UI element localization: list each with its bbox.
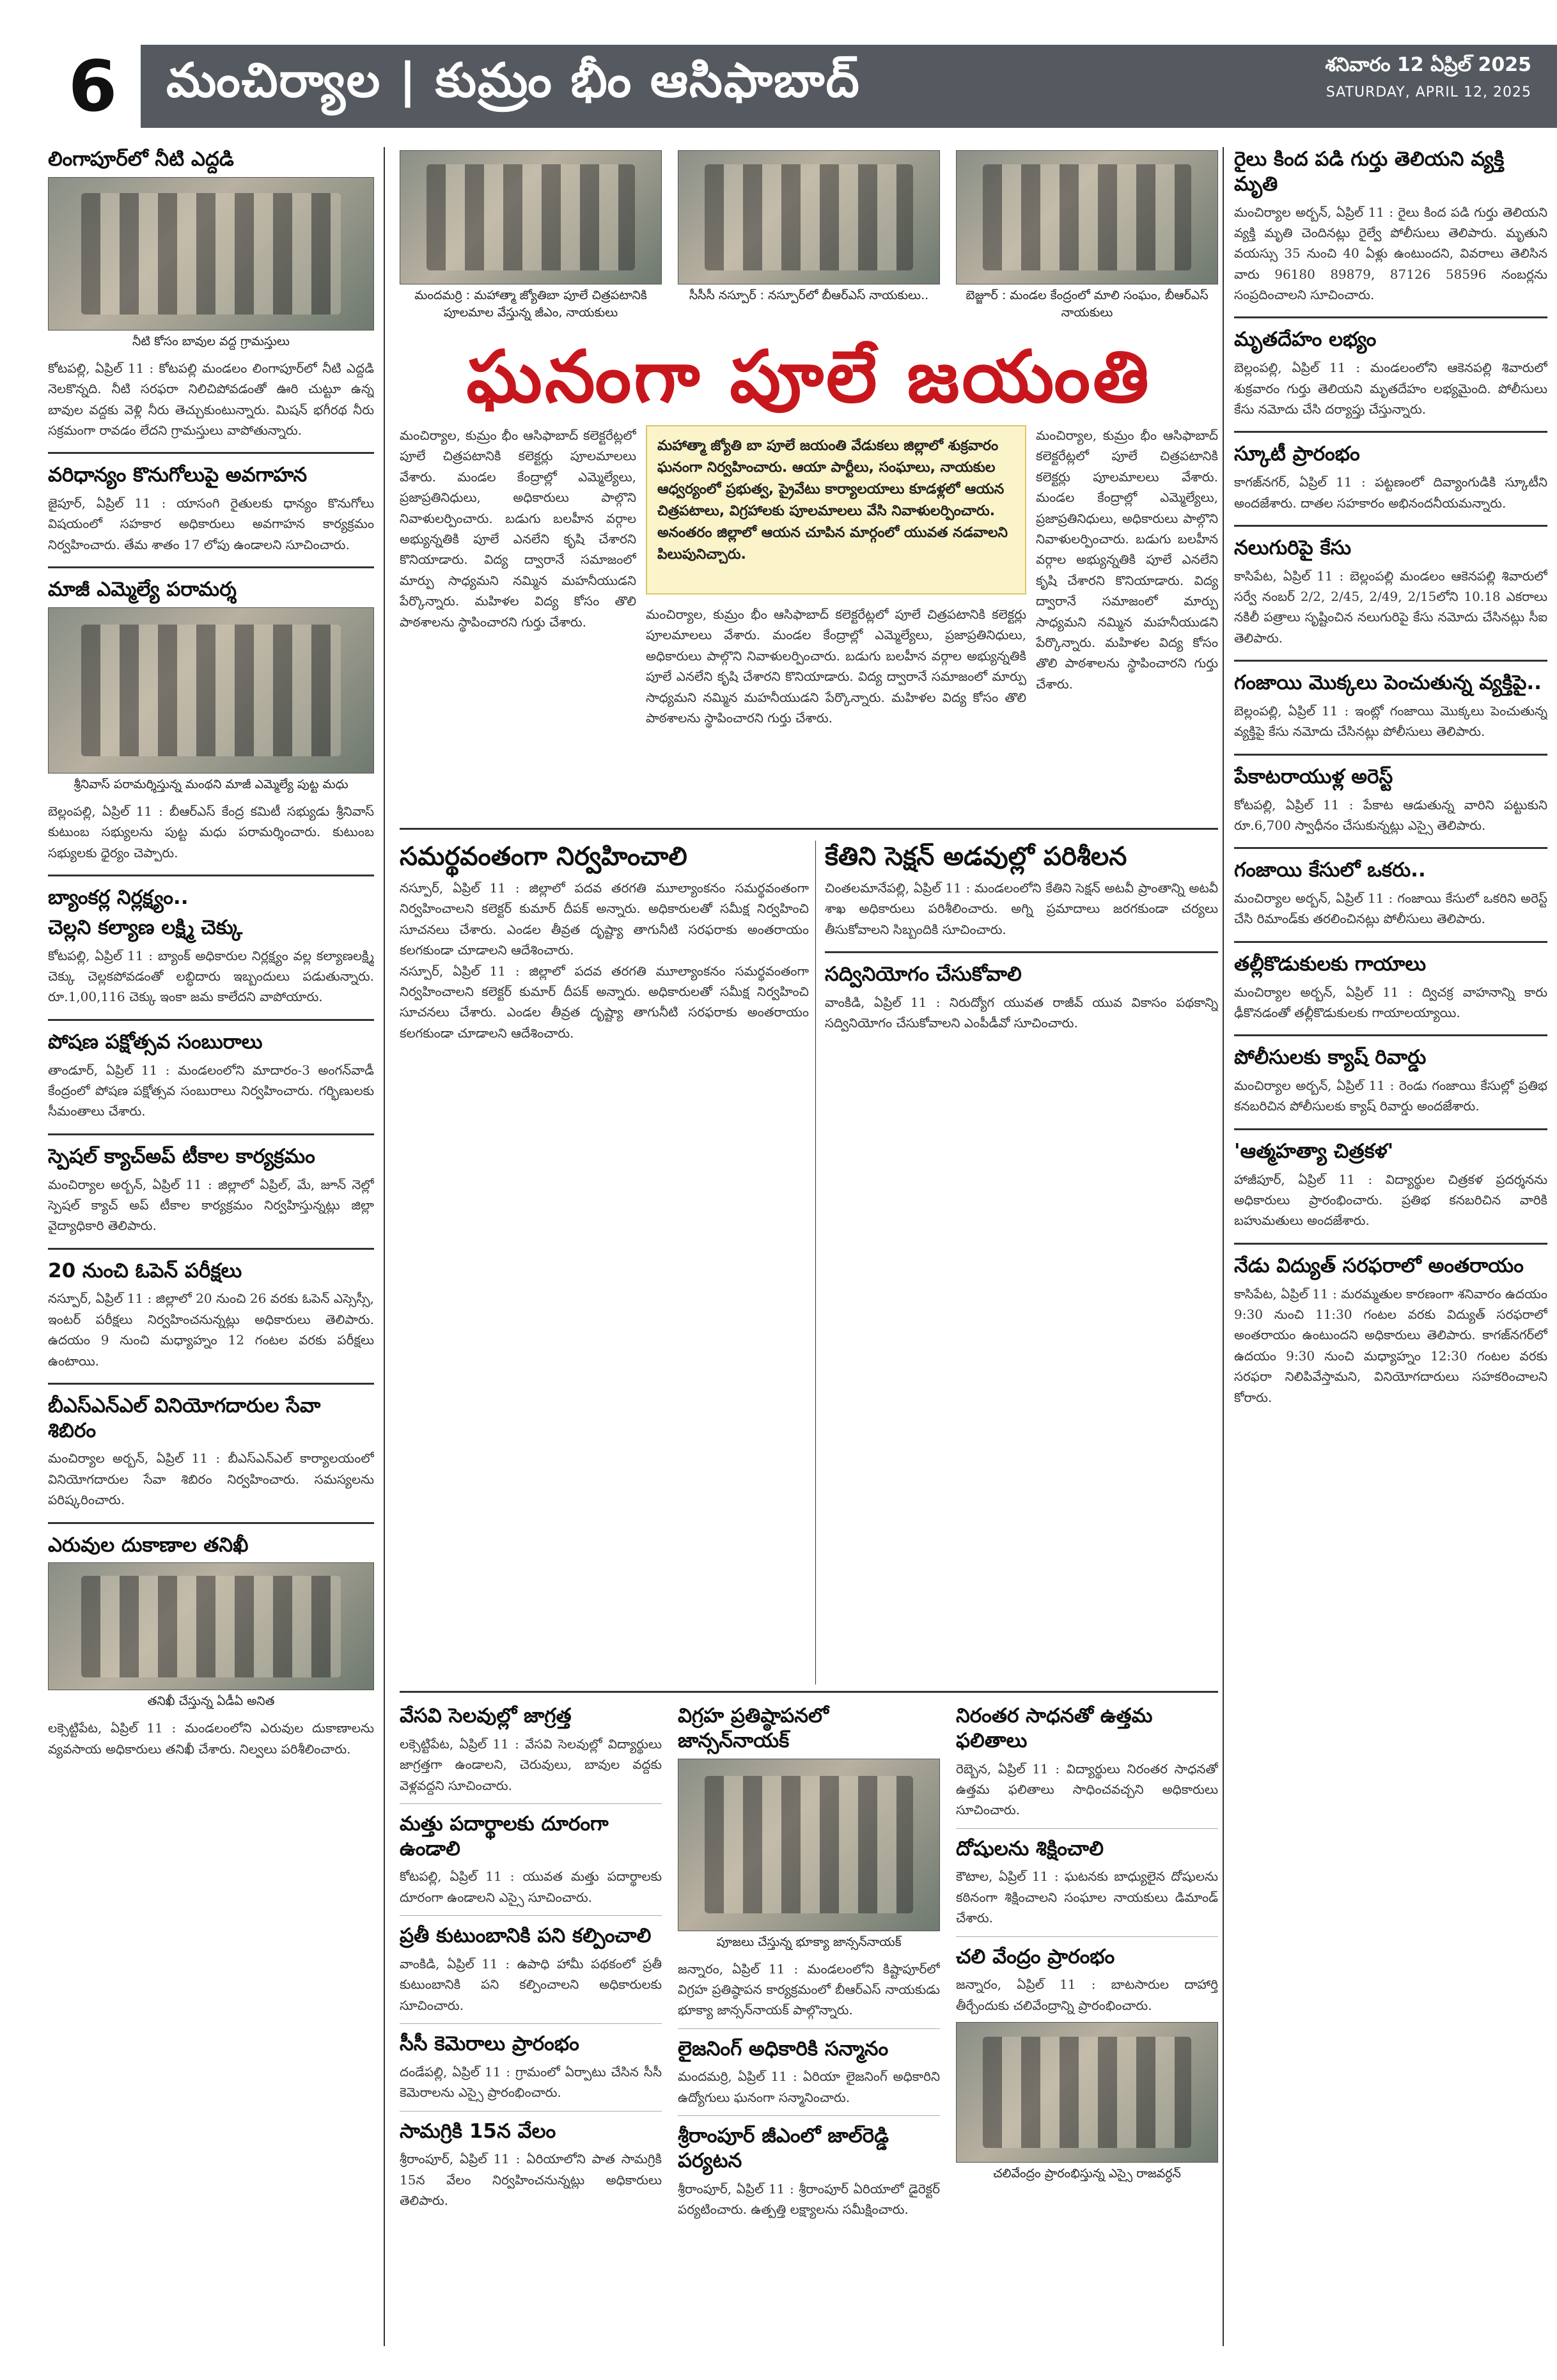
story-heading: వేసవి సెలవుల్లో జాగ్రత్త <box>400 1704 572 1727</box>
lead-headline: ఘనంగా పూలే జయంతి <box>466 336 1152 419</box>
news-photo <box>956 150 1218 284</box>
story-body: శ్రీరాంపూర్, ఏప్రిల్ 11 : ఏరియాలోని పాత సామగ్రికి 15న వేలం నిర్వహించనున్నట్లు అధికారులు తెలిపారు. <box>400 2151 662 2209</box>
story-heading: 'ఆత్మహత్యా చిత్రకళ' <box>1234 1139 1394 1163</box>
right-column <box>1234 147 1547 2346</box>
story-body: మంచిర్యాల అర్బన్, ఏప్రిల్ 11 : రైలు కింద పడి గుర్తు తెలియని వ్యక్తి మృతి చెందినట్లు రైల్వే పోలీసులు తెలిపారు. మృతుని వయస్సు 35 నుంచి 40 ఏళ్లు ఉంటుందని, వివరాలు తెలిసిన వారు 96180 89879, 87126 58596 నంబర్లను సంప్రదించాలని సూచించారు. <box>1234 204 1547 303</box>
story-heading: సద్వినియోగం చేసుకోవాలి <box>825 963 1022 986</box>
left-column <box>48 147 374 2346</box>
story-heading: పోలీసులకు క్యాష్ రివార్డు <box>1234 1046 1427 1069</box>
story-subheading: చెల్లని కల్యాణ లక్ష్మి చెక్కు <box>48 915 243 939</box>
story-body: కాసిపేట, ఏప్రిల్ 11 : మరమ్మతుల కారణంగా శనివారం ఉదయం 9:30 నుంచి 11:30 గంటల వరకు విద్యుత్ సరఫరాలో అంతరాయం ఉంటుందని అధికారులు తెలిపారు. కాగజ్‌నగర్‌లో ఉదయం 9:30 నుంచి మధ్యాహ్నం 12:30 గంటల వరకు సరఫరా నిలిపివేస్తామని, వినియోగదారులు సహకరించాలని కోరారు. <box>1234 1286 1547 1405</box>
story-heading: ప్రతీ కుటుంబానికి పని కల్పించాలి <box>400 1924 652 1948</box>
story-body: మంచిర్యాల అర్బన్, ఏప్రిల్ 11 : ద్విచక్ర వాహనాన్ని కారు ఢీకొనడంతో తల్లీకొడుకులకు గాయాలయ్యాయి. <box>1234 984 1547 1020</box>
story-heading: వరిధాన్యం కొనుగోలుపై అవగాహన <box>48 463 308 487</box>
news-photo <box>48 1562 374 1690</box>
story-body: రెబ్బెన, ఏప్రిల్ 11 : విద్యార్థులు నిరంతర సాధనతో ఉత్తమ ఫలితాలు సాధించవచ్చని అధికారులు సూచించారు. <box>956 1761 1218 1818</box>
story-body: జైపూర్, ఏప్రిల్ 11 : యాసంగి రైతులకు ధాన్యం కొనుగోలు విషయంలో సహకార అధికారులు అవగాహన కార్యక్రమం నిర్వహించారు. తేమ శాతం 17 లోపు ఉండాలని సూచించారు. <box>48 495 374 552</box>
story-heading: చలి వేంద్రం ప్రారంభం <box>956 1945 1115 1968</box>
story-heading: లింగాపూర్‌లో నీటి ఎద్దడి <box>48 148 234 171</box>
photo-strip <box>400 150 1218 336</box>
story-heading: కేతిని సెక్షన్ అడవుల్లో పరిశీలన <box>825 842 1127 871</box>
story-heading: నలుగురిపై కేసు <box>1234 536 1352 559</box>
story-heading: మత్తు పదార్థాలకు దూరంగా ఉండాలి <box>400 1812 609 1860</box>
column-divider <box>1223 147 1224 2346</box>
story-heading: మాజీ ఎమ్మెల్యే పరామర్శ <box>48 578 237 602</box>
story-body: చింతలమానేపల్లి, ఏప్రిల్ 11 : మండలంలోని కేతిని సెక్షన్ అటవీ ప్రాంతాన్ని అటవీ శాఖ అధికారులు పరిశీలించారు. అగ్ని ప్రమాదాలు జరగకుండా చర్యలు తీసుకోవాలని సిబ్బందికి సూచించారు. <box>825 880 1218 937</box>
story-heading: స్పెషల్ క్యాచ్‌అప్ టీకాల కార్యక్రమం <box>48 1144 315 1168</box>
story-body: నస్పూర్, ఏప్రిల్ 11 : జిల్లాలో 20 నుంచి 26 వరకు ఓపెన్ ఎస్సెస్సీ, ఇంటర్ పరీక్షలు నిర్వహించనున్నట్లు అధికారులు తెలిపారు. ఉదయం 9 నుంచి మధ్యాహ్నం 12 గంటల వరకు పరీక్షలు ఉంటాయి. <box>48 1291 374 1369</box>
story-body: బెల్లంపల్లి, ఏప్రిల్ 11 : ఇంట్లో గంజాయి మొక్కలు పెంచుతున్న వ్యక్తిపై కేసు నమోదు చేసినట్లు పోలీసులు తెలిపారు. <box>1234 703 1547 740</box>
photo-caption: పూజలు చేస్తున్న భూక్యా జాన్సన్‌నాయక్ <box>716 1934 902 1949</box>
story-body: హాజీపూర్, ఏప్రిల్ 11 : విద్యార్థుల చిత్రకళ ప్రదర్శనను అధికారులు ప్రారంభించారు. ప్రతిభ కనబరిచిన వారికి బహుమతులు అందజేశారు. <box>1234 1171 1547 1229</box>
news-photo <box>678 1759 940 1931</box>
story-heading: నిరంతర సాధనతో ఉత్తమ ఫలితాలు <box>956 1704 1153 1752</box>
section-rule <box>400 1691 1218 1693</box>
story-body: కాగజ్‌నగర్, ఏప్రిల్ 11 : పట్టణంలో దివ్యాంగుడికి స్కూటీని అందజేశారు. దాతల సహకారం అభినందనీయమన్నారు. <box>1234 474 1547 511</box>
section-rule <box>400 828 1218 830</box>
story-body: తాండూర్, ఏప్రిల్ 11 : మండలంలోని మాదారం-3 అంగన్‌వాడీ కేంద్రంలో పోషణ పక్షోత్సవ సంబురాలు నిర్వహించారు. గర్భిణులకు సీమంతాలు చేశారు. <box>48 1062 374 1119</box>
photo-caption: శ్రీనివాస్ పరామర్శిస్తున్న మంథని మాజీ ఎమ్మెల్యే పుట్ట మధు <box>74 777 348 791</box>
story-heading: సమర్థవంతంగా నిర్వహించాలి <box>400 842 687 871</box>
story-heading: బ్యాంకర్ల నిర్లక్ష్యం.. <box>48 886 189 910</box>
lead-story-left <box>400 425 636 821</box>
story-heading: స్కూటీ ప్రారంభం <box>1234 442 1360 466</box>
center-bottom-col2 <box>678 1704 940 2346</box>
center-bottom-col1 <box>400 1704 662 2346</box>
photo-caption: చలివేంద్రం ప్రారంభిస్తున్న ఎస్సై రాజవర్ధన్ <box>993 2166 1181 2181</box>
story-body: లక్సెట్టిపేట, ఏప్రిల్ 11 : మండలంలోని ఎరువుల దుకాణాలను వ్యవసాయ అధికారులు తనిఖీ చేశారు. నిల్వలు పరిశీలించారు. <box>48 1720 374 1757</box>
photo-caption: బెజ్జూర్ : మండల కేంద్రంలో మాలి సంఘం, బీఆర్ఎస్ నాయకులు <box>966 288 1209 320</box>
story-body: బెల్లంపల్లి, ఏప్రిల్ 11 : బీఆర్ఎస్ కేంద్ర కమిటీ సభ్యుడు శ్రీనివాస్ కుటుంబ సభ్యులను పుట్ట మధు పరామర్శించారు. కుటుంబ సభ్యులకు ధైర్యం చెప్పారు. <box>48 803 374 860</box>
story-body: మంచిర్యాల అర్బన్, ఏప్రిల్ 11 : గంజాయి కేసులో ఒకరిని అరెస్ట్ చేసి రిమాండ్‌కు తరలించినట్లు పోలీసులు తెలిపారు. <box>1234 891 1547 927</box>
news-photo <box>956 2022 1218 2163</box>
story-body: మంచిర్యాల, కుమ్రం భీం ఆసిఫాబాద్ కలెక్టరేట్లలో పూలే చిత్రపటానికి కలెక్టర్లు పూలమాలలు వేశారు. మండల కేంద్రాల్లో ఎమ్మెల్యేలు, ప్రజాప్రతినిధులు, అధికారులు పాల్గొని నివాళులర్పించారు. బడుగు బలహీన వర్గాల అభ్యున్నతికి పూలే ఎనలేని కృషి చేశారని కొనియాడారు. విద్య ద్వారానే సమాజంలో మార్పు సాధ్యమని నమ్మిన మహనీయుడని పేర్కొన్నారు. మహిళల విద్య కోసం తొలి పాఠశాలను స్థాపించారని గుర్తు చేశారు. <box>400 428 636 630</box>
photo-caption: నీటి కోసం బావుల వద్ద గ్రామస్తులు <box>132 334 290 348</box>
column-divider <box>384 147 385 2346</box>
lead-story-mid <box>646 604 1026 821</box>
center-mid-left <box>400 841 809 1684</box>
story-body: మంచిర్యాల అర్బన్, ఏప్రిల్ 11 : జిల్లాలో ఏప్రిల్, మే, జూన్ నెల్లో స్పెషల్ క్యాచ్ అప్ టీకాల కార్యక్రమం నిర్వహిస్తున్నట్లు జిల్లా వైద్యాధికారి తెలిపారు. <box>48 1176 374 1234</box>
story-heading: లైజనింగ్ అధికారికి సన్మానం <box>678 2037 889 2060</box>
story-body: కౌటాల, ఏప్రిల్ 11 : ఘటనకు బాధ్యులైన దోషులను కఠినంగా శిక్షించాలని సంఘాల నాయకులు డిమాండ్ చేశారు. <box>956 1869 1218 1926</box>
story-heading: సామగ్రికి 15న వేలం <box>400 2119 556 2143</box>
story-heading: ఎరువుల దుకాణాల తనిఖీ <box>48 1533 249 1557</box>
story-body: మంచిర్యాల, కుమ్రం భీం ఆసిఫాబాద్ కలెక్టరేట్లలో పూలే చిత్రపటానికి కలెక్టర్లు పూలమాలలు వేశారు. మండల కేంద్రాల్లో ఎమ్మెల్యేలు, ప్రజాప్రతినిధులు, అధికారులు పాల్గొని నివాళులర్పించారు. బడుగు బలహీన వర్గాల అభ్యున్నతికి పూలే ఎనలేని కృషి చేశారని కొనియాడారు. విద్య ద్వారానే సమాజంలో మార్పు సాధ్యమని నమ్మిన మహనీయుడని పేర్కొన్నారు. మహిళల విద్య కోసం తొలి పాఠశాలను స్థాపించారని గుర్తు చేశారు. <box>1036 428 1218 692</box>
story-body: మంచిర్యాల అర్బన్, ఏప్రిల్ 11 : రెండు గంజాయి కేసుల్లో ప్రతిభ కనబరిచిన పోలీసులకు క్యాష్ రివార్డు అందజేశారు. <box>1234 1078 1547 1114</box>
story-body: వాంకిడి, ఏప్రిల్ 11 : ఉపాధి హామీ పథకంలో ప్రతీ కుటుంబానికి పని కల్పించాలని అధికారులకు సూచించారు. <box>400 1956 662 2013</box>
lead-story-right <box>1036 425 1218 821</box>
story-heading: పోషణ పక్షోత్సవ సంబురాలు <box>48 1030 263 1054</box>
story-body: జన్నారం, ఏప్రిల్ 11 : మండలంలోని కిష్టాపూర్‌లో విగ్రహ ప్రతిష్ఠాపన కార్యక్రమంలో బీఆర్ఎస్ నాయకుడు భూక్యా జాన్సన్‌నాయక్ పాల్గొన్నారు. <box>678 1961 940 2018</box>
story-heading: శ్రీరాంపూర్ జీఎంలో జాల్‌రెడ్డి పర్యటన <box>678 2124 889 2172</box>
story-body: జన్నారం, ఏప్రిల్ 11 : బాటసారుల దాహార్తి తీర్చేందుకు చలివేంద్రాన్ని ప్రారంభించారు. <box>956 1977 1218 2013</box>
news-photo <box>400 150 662 284</box>
story-heading: గంజాయి మొక్కలు పెంచుతున్న వ్యక్తిపై.. <box>1234 671 1542 695</box>
lead-summary-box: మహాత్మా జ్యోతి బా పూలే జయంతి వేడుకలు జిల్లాలో శుక్రవారం ఘనంగా నిర్వహించారు. ఆయా పార్టీలు, సంఘాలు, నాయకుల ఆధ్వర్యంలో ప్రభుత్వ, ప్రైవేటు కార్యాలయాలు కూడళ్లలో ఆయన చిత్రపటాలు, విగ్రహాలకు పూలమాలలు వేసి నివాళులర్పించారు. అనంతరం జిల్లాలో ఆయన చూపిన మార్గంలో యువత నడవాలని పిలుపునిచ్చారు. <box>646 425 1026 595</box>
photo-caption: సీసీసీ నస్పూర్ : నస్పూర్‌లో బీఆర్ఎస్ నాయకులు.. <box>689 288 929 302</box>
section-title: మంచిర్యాల | కుమ్రం భీం ఆసిఫాబాద్ <box>166 53 861 108</box>
story-heading: విగ్రహ ప్రతిష్ఠాపనలో జాన్సన్‌నాయక్ <box>678 1704 829 1752</box>
story-body: కాసిపేట, ఏప్రిల్ 11 : బెల్లంపల్లి మండలం ఆకెనపల్లి శివారులో సర్వే నంబర్ 2/2, 2/45, 2/49, 2/15లోని 10.18 ఎకరాలు నకిలీ పత్రాలు సృష్టించిన నలుగురిపై కేసు నమోదు చేసినట్లు సీఐ తెలిపారు. <box>1234 568 1547 646</box>
date-english: SATURDAY, APRIL 12, 2025 <box>1326 84 1531 100</box>
story-body: కోటపల్లి, ఏప్రిల్ 11 : పేకాట ఆడుతున్న వారిని పట్టుకుని రూ.6,700 స్వాధీనం చేసుకున్నట్లు ఎస్సై తెలిపారు. <box>1234 797 1547 833</box>
story-heading: తల్లీకొడుకులకు గాయాలు <box>1234 952 1427 976</box>
story-body: శ్రీరాంపూర్, ఏప్రిల్ 11 : శ్రీరాంపూర్ ఏరియాలో డైరెక్టర్ పర్యటించారు. ఉత్పత్తి లక్ష్యాలను సమీక్షించారు. <box>678 2181 940 2218</box>
story-body: దండేపల్లి, ఏప్రిల్ 11 : గ్రామంలో ఏర్పాటు చేసిన సీసీ కెమెరాలను ఎస్సై ప్రారంభించారు. <box>400 2064 662 2101</box>
story-body: కోటపల్లి, ఏప్రిల్ 11 : బ్యాంక్ అధికారుల నిర్లక్ష్యం వల్ల కల్యాణలక్ష్మి చెక్కు చెల్లకపోవడంతో లబ్ధిదారు ఇబ్బందులు పడుతున్నారు. రూ.1,00,116 చెక్కు ఇంకా జమ కాలేదని వాపోయారు. <box>48 947 374 1005</box>
news-photo <box>48 177 374 331</box>
story-heading: దోషులను శిక్షించాలి <box>956 1837 1104 1860</box>
edition-date <box>1325 54 1531 100</box>
story-body: కోటపల్లి, ఏప్రిల్ 11 : కోటపల్లి మండలం లింగాపూర్‌లో నీటి ఎద్దడి నెలకొన్నది. నీటి సరఫరా నిలిచిపోవడంతో ఊరి చుట్టూ ఉన్న బావుల వద్దకు వెళ్లి నీరు తెచ్చుకుంటున్నారు. మిషన్ భగీరథ నీరు సక్రమంగా రావడం లేదని గ్రామస్తులు వాపోతున్నారు. <box>48 360 374 438</box>
story-body: మందమర్రి, ఏప్రిల్ 11 : ఏరియా లైజనింగ్ అధికారిని ఉద్యోగులు ఘనంగా సన్మానించారు. <box>678 2069 940 2105</box>
column-divider <box>815 841 816 1684</box>
story-body: నస్పూర్, ఏప్రిల్ 11 : జిల్లాలో పదవ తరగతి మూల్యాంకనం సమర్థవంతంగా నిర్వహించాలని కలెక్టర్ కుమార్ దీపక్ అన్నారు. అధికారులతో సమీక్ష నిర్వహించి సూచనలు చేశారు. ఎండల తీవ్రత దృష్ట్యా తాగునీటి సరఫరాకు అంతరాయం కలగకుండా చూడాలని ఆదేశించారు. <box>400 963 809 1041</box>
story-heading: నేడు విద్యుత్ సరఫరాలో అంతరాయం <box>1234 1254 1524 1277</box>
story-body: కోటపల్లి, ఏప్రిల్ 11 : యువత మత్తు పదార్థాలకు దూరంగా ఉండాలని ఎస్సై సూచించారు. <box>400 1869 662 1905</box>
story-body: మంచిర్యాల, కుమ్రం భీం ఆసిఫాబాద్ కలెక్టరేట్లలో పూలే చిత్రపటానికి కలెక్టర్లు పూలమాలలు వేశారు. మండల కేంద్రాల్లో ఎమ్మెల్యేలు, ప్రజాప్రతినిధులు, అధికారులు పాల్గొని నివాళులర్పించారు. బడుగు బలహీన వర్గాల అభ్యున్నతికి పూలే ఎనలేని కృషి చేశారని కొనియాడారు. విద్య ద్వారానే సమాజంలో మార్పు సాధ్యమని నమ్మిన మహనీయుడని పేర్కొన్నారు. మహిళల విద్య కోసం తొలి పాఠశాలను స్థాపించారని గుర్తు చేశారు. <box>646 607 1026 726</box>
page-number: 6 <box>45 45 141 128</box>
center-mid-right <box>825 841 1218 1684</box>
story-heading: మృతదేహం లభ్యం <box>1234 328 1377 352</box>
news-photo <box>48 607 374 774</box>
story-heading: బీఎస్ఎన్ఎల్ వినియోగదారుల సేవా శిబిరం <box>48 1394 321 1442</box>
date-telugu: శనివారం 12 ఏప్రిల్ 2025 <box>1325 54 1531 76</box>
story-body: వాంకిడి, ఏప్రిల్ 11 : నిరుద్యోగ యువత రాజీవ్ యువ వికాసం పథకాన్ని సద్వినియోగం చేసుకోవాలని ఎంపీడీవో సూచించారు. <box>825 994 1218 1031</box>
story-heading: గంజాయి కేసులో ఒకరు.. <box>1234 859 1426 882</box>
photo-caption: తనిఖీ చేస్తున్న ఏడీఏ అనిత <box>147 1694 275 1709</box>
story-body: మంచిర్యాల అర్బన్, ఏప్రిల్ 11 : బీఎస్ఎన్ఎల్ కార్యాలయంలో వినియోగదారుల సేవా శిబిరం నిర్వహించారు. సమస్యలను పరిష్కరించారు. <box>48 1451 374 1508</box>
center-bottom-col3 <box>956 1704 1218 2346</box>
story-body: నస్పూర్, ఏప్రిల్ 11 : జిల్లాలో పదవ తరగతి మూల్యాంకనం సమర్థవంతంగా నిర్వహించాలని కలెక్టర్ కుమార్ దీపక్ అన్నారు. అధికారులతో సమీక్ష నిర్వహించి సూచనలు చేశారు. ఎండల తీవ్రత దృష్ట్యా తాగునీటి సరఫరాకు అంతరాయం కలగకుండా చూడాలని ఆదేశించారు. <box>400 880 809 958</box>
news-photo <box>678 150 940 284</box>
masthead <box>45 45 1557 128</box>
story-heading: 20 నుంచి ఓపెన్ పరీక్షలు <box>48 1259 242 1282</box>
photo-caption: మందమర్రి : మహాత్మా జ్యోతిబా పూలే చిత్రపటానికి పూలమాల వేస్తున్న జీఎం, నాయకులు <box>414 288 647 320</box>
story-body: బెల్లంపల్లి, ఏప్రిల్ 11 : మండలంలోని ఆకెనపల్లి శివారులో శుక్రవారం గుర్తు తెలియని మృతదేహం లభ్యమైంది. పోలీసులు కేసు నమోదు చేసి దర్యాప్తు చేస్తున్నారు. <box>1234 360 1547 417</box>
masthead-bar <box>141 45 1557 128</box>
story-heading: పేకాటరాయుళ్ల అరెస్ట్ <box>1234 765 1393 788</box>
story-heading: రైలు కింద పడి గుర్తు తెలియని వ్యక్తి మృతి <box>1234 148 1505 196</box>
story-heading: సీసీ కెమెరాలు ప్రారంభం <box>400 2032 579 2056</box>
story-body: లక్సెట్టిపేట, ఏప్రిల్ 11 : వేసవి సెలవుల్లో విద్యార్థులు జాగ్రత్తగా ఉండాలని, చెరువులు, బావుల వద్దకు వెళ్లవద్దని సూచించారు. <box>400 1736 662 1793</box>
